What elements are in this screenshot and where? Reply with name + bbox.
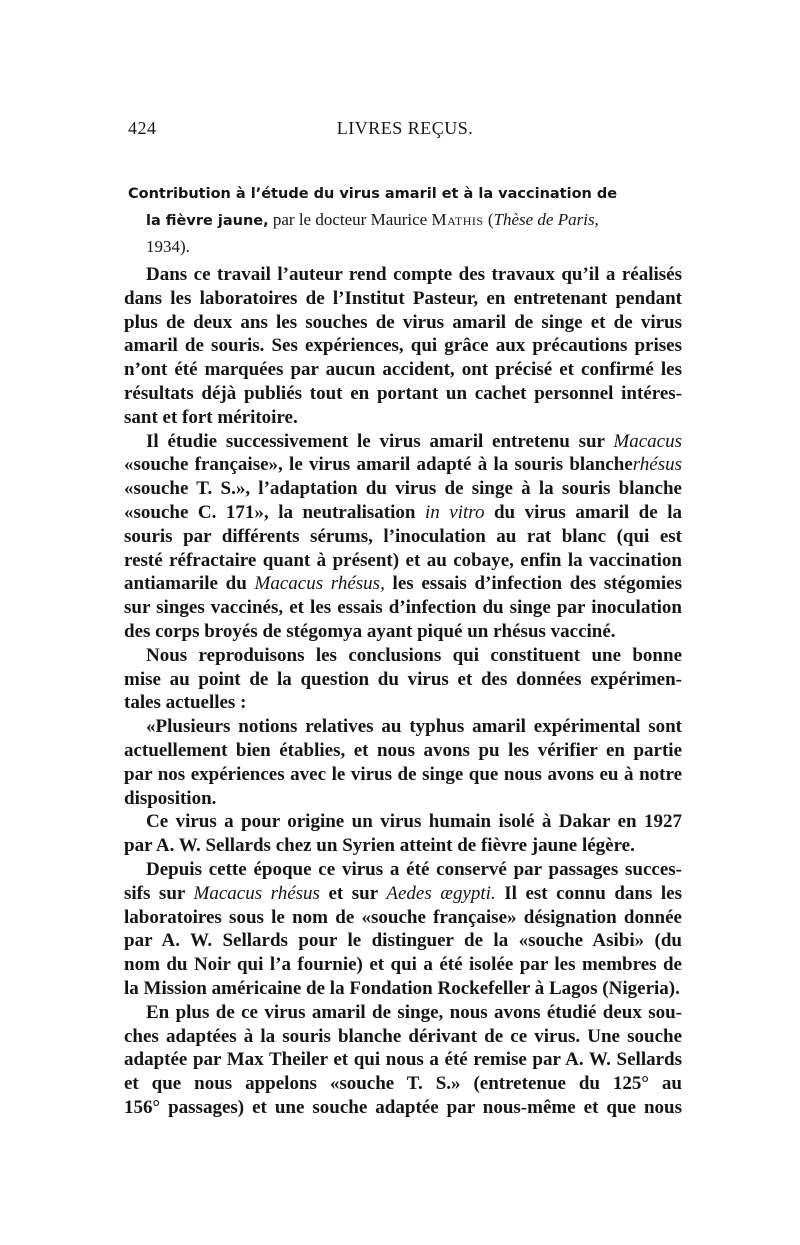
- text-run: tales actuelles :: [124, 692, 247, 714]
- text-line: [124, 763, 682, 787]
- italic-text: in vitro: [424, 501, 485, 523]
- author-prefix: par le docteur Maurice: [268, 210, 432, 229]
- italic-text: Macacus: [613, 430, 682, 452]
- text-run: et sur: [319, 882, 387, 904]
- text-run: par nos expériences avec le virus de singe que nous avons eu à notre: [124, 763, 682, 785]
- text-run: Nous reproduisons les conclusions qui constituent une bonne: [146, 644, 682, 666]
- text-line: [124, 430, 682, 454]
- text-line: [124, 572, 682, 596]
- text-run: disposition.: [124, 787, 217, 809]
- text-line: [124, 1096, 682, 1120]
- text-run: Il étudie successivement le virus amaril entretenu sur: [146, 430, 614, 452]
- text-line: [124, 525, 682, 549]
- text-line: [124, 977, 682, 1001]
- text-line: [124, 929, 682, 953]
- entry-title-continued: la fièvre jaune,: [146, 213, 269, 229]
- text-run: des corps broyés de stégomya ayant piqué un rhésus vacciné.: [124, 620, 616, 642]
- italic-text: Aedes ægypti.: [386, 882, 496, 904]
- book-entry-heading: [128, 180, 682, 259]
- paragraph: [124, 263, 682, 430]
- text-run: par A. W. Sellards pour le distinguer de la «souche Asibi» (du: [124, 930, 682, 952]
- text-line: [124, 453, 682, 477]
- text-run: nom du Noir qui l’a fournie) et qui a été isolée par les membres de: [124, 954, 682, 976]
- thesis-reference: Thèse de Paris,: [493, 210, 599, 229]
- text-run: Dans ce travail l’auteur rend compte des travaux qu’il a réalisés: [146, 264, 682, 285]
- text-line: [124, 644, 682, 668]
- page-number: 424: [128, 118, 157, 138]
- author-surname: Mathis: [431, 210, 484, 229]
- paragraph: [124, 810, 682, 858]
- text-run: Ce virus a pour origine un virus humain isolé à Dakar en 1927: [146, 811, 682, 833]
- text-run: Depuis cette époque ce virus a été conservé par passages succes-: [146, 858, 682, 880]
- text-run: par A. W. Sellards chez un Syrien atteint de fièvre jaune légère.: [124, 835, 635, 857]
- text-run: «souche C. 171», la neutralisation: [124, 501, 425, 523]
- thesis-open: (: [483, 210, 494, 229]
- italic-text: Macacus rhésus,: [254, 573, 385, 595]
- text-line: [124, 1001, 682, 1025]
- text-line: [124, 882, 682, 906]
- text-line: [124, 358, 682, 382]
- text-line: [124, 858, 682, 882]
- text-line: [124, 549, 682, 573]
- text-run: n’ont été marquées par aucun accident, ont précisé et confirmé les: [124, 359, 682, 381]
- text-run: ches adaptées à la souris blanche dérivant de ce virus. Une souche: [124, 1025, 682, 1047]
- text-line: [124, 834, 682, 858]
- entry-title: Contribution à l’étude du virus amaril et à la vaccination de: [128, 186, 618, 202]
- thesis-year: 1934).: [146, 237, 190, 256]
- text-line: [124, 906, 682, 930]
- paragraph: [124, 858, 682, 1001]
- paragraph: [124, 1001, 682, 1120]
- text-run: plus de deux ans les souches de virus amaril de singe et de virus: [124, 311, 682, 333]
- text-line: [124, 1072, 682, 1096]
- text-line: [124, 382, 682, 406]
- text-line: [124, 739, 682, 763]
- text-line: [124, 668, 682, 692]
- review-text: [124, 263, 682, 1120]
- text-run: amaril de souris. Ses expériences, qui grâce aux précautions prises: [124, 335, 682, 357]
- text-run: et que nous appelons «souche T. S.» (entretenue du 125° au: [124, 1073, 682, 1095]
- text-line: [124, 620, 682, 644]
- italic-text: Macacus rhésus: [193, 882, 320, 904]
- text-run: Il est connu dans les: [495, 882, 682, 904]
- paragraph: [124, 430, 682, 644]
- text-run: 156° passages) et une souche adaptée par nous-même et que nous: [124, 1096, 682, 1118]
- text-line: [124, 810, 682, 834]
- text-run: la Mission américaine de la Fondation Rockefeller à Lagos (Nigeria).: [124, 977, 680, 999]
- text-line: [124, 787, 682, 811]
- text-run: dans les laboratoires de l’Institut Pasteur, en entretenant pendant: [124, 287, 682, 309]
- text-line: [124, 311, 682, 335]
- entry-title-line: [128, 180, 682, 207]
- entry-title-line: [128, 207, 682, 234]
- text-run: sifs sur: [124, 882, 194, 904]
- text-line: [124, 1048, 682, 1072]
- text-run: laboratoires sous le nom de «souche française» désignation donnée: [124, 906, 682, 928]
- running-head: LIVRES REÇUS.: [336, 118, 474, 138]
- text-run: les essais d’infection des stégomies: [384, 573, 682, 595]
- text-line: [124, 596, 682, 620]
- text-run: adaptée par Max Theiler et qui nous a été remise par A. W. Sellards: [124, 1049, 682, 1071]
- text-run: «Plusieurs notions relatives au typhus amaril expérimental sont: [146, 716, 682, 738]
- text-line: [124, 406, 682, 430]
- text-run: sant et fort méritoire.: [124, 406, 298, 428]
- text-line: [124, 287, 682, 311]
- paragraph: [124, 715, 682, 810]
- text-run: «souche T. S.», l’adaptation du virus de singe à la souris blanche: [124, 478, 682, 500]
- text-run: actuellement bien établies, et nous avons pu les vérifier en partie: [124, 739, 682, 761]
- paragraph: [124, 644, 682, 715]
- text-run: sur singes vaccinés, et les essais d’infection du singe par inoculation: [124, 597, 682, 619]
- text-line: [124, 501, 682, 525]
- text-run: antiamarile du: [124, 573, 255, 595]
- text-line: [124, 953, 682, 977]
- text-run: souris par différents sérums, l’inoculation au rat blanc (qui est: [124, 525, 682, 547]
- text-run: En plus de ce virus amaril de singe, nous avons étudié deux sou-: [146, 1001, 682, 1023]
- text-run: résultats déjà publiés tout en portant un cachet personnel intéres-: [124, 382, 682, 404]
- text-line: [124, 477, 682, 501]
- text-line: [124, 263, 682, 287]
- text-run: resté réfractaire quant à présent) et au cobaye, enfin la vaccination: [124, 549, 682, 571]
- text-run: «souche française», le virus amaril adapté à la souris blanche: [124, 454, 633, 476]
- text-line: [124, 334, 682, 358]
- italic-text: rhésus: [632, 454, 682, 476]
- text-line: [124, 691, 682, 715]
- text-run: mise au point de la question du virus et des données expérimen-: [124, 668, 682, 690]
- text-run: du virus amaril de la: [484, 501, 682, 523]
- entry-title-line: [128, 234, 682, 259]
- text-line: [124, 1025, 682, 1049]
- text-line: [124, 715, 682, 739]
